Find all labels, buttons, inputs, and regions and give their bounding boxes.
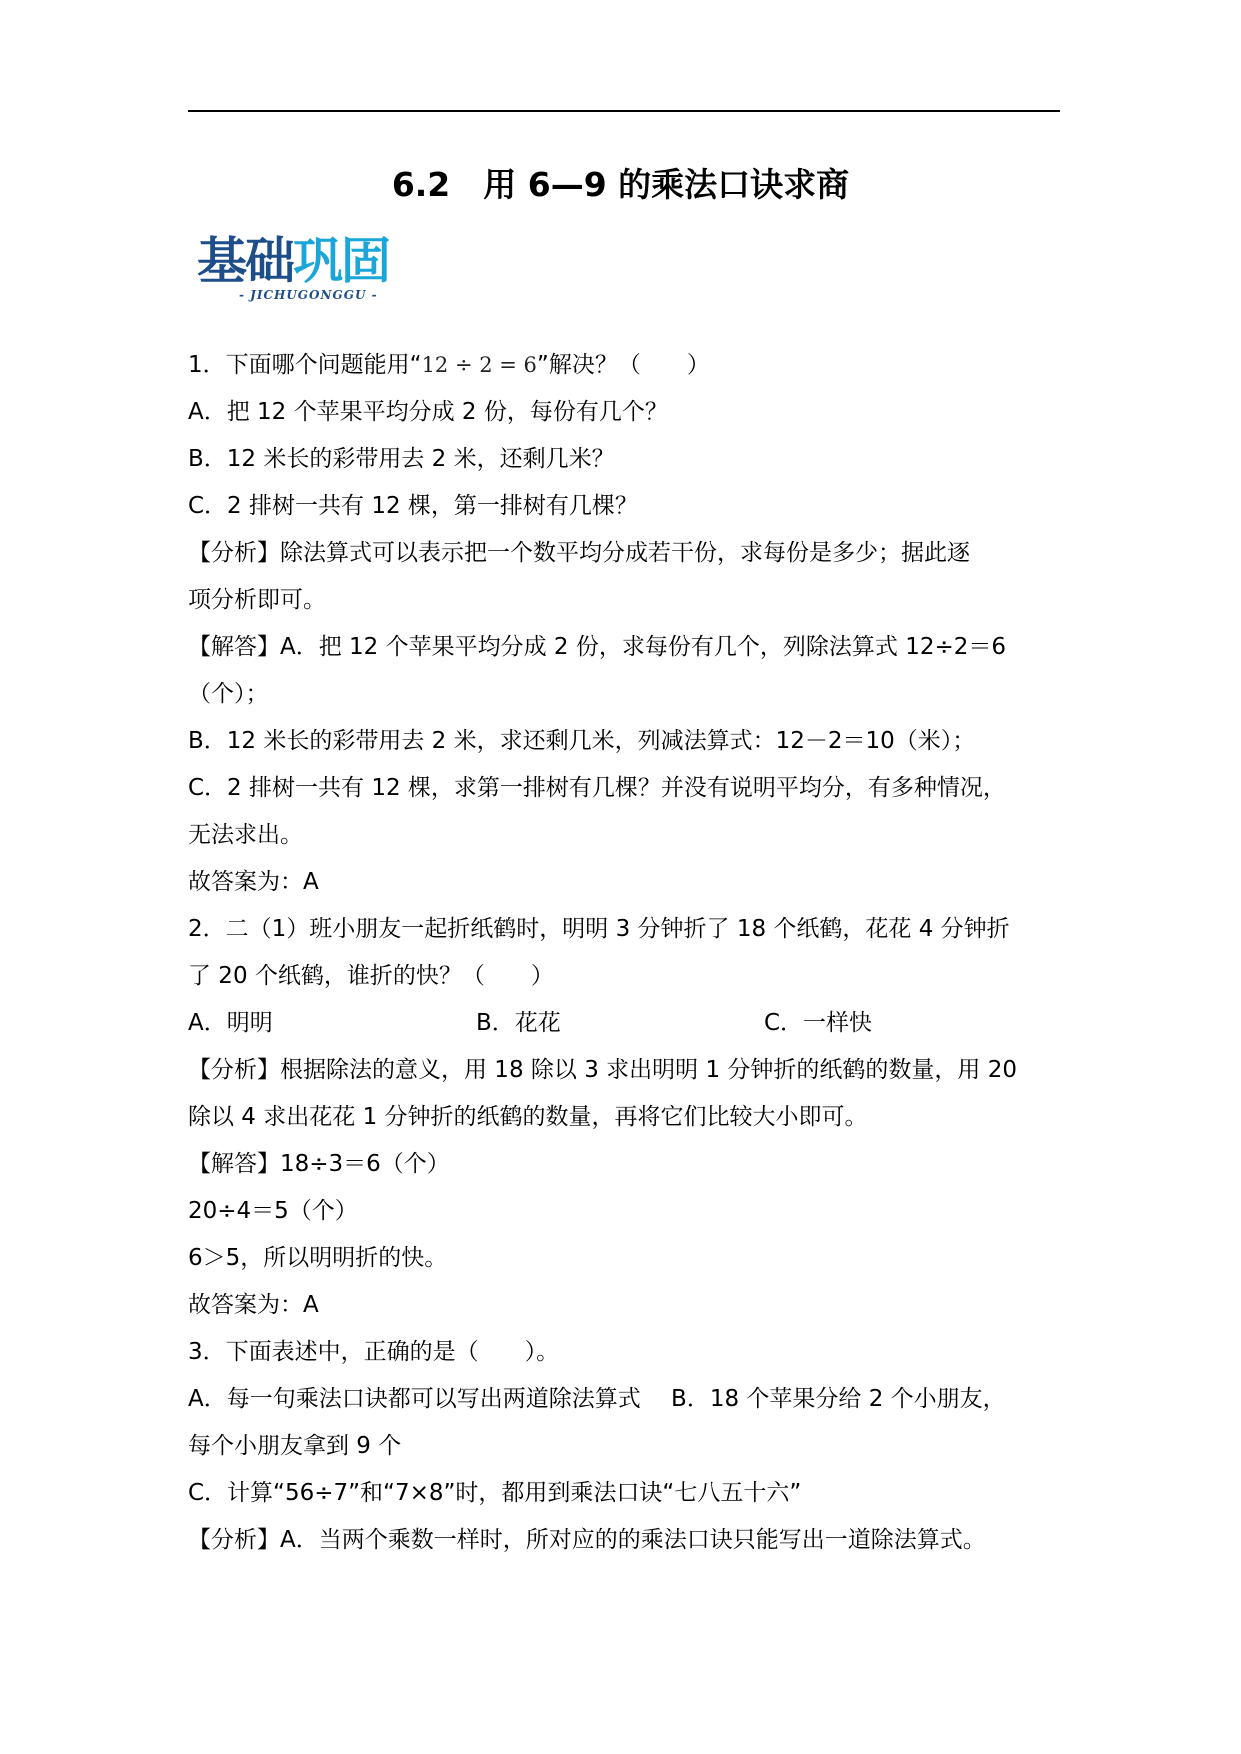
question-line: 2．二（1）班小朋友一起折纸鹤时，明明 3 分钟折了 18 个纸鹤，花花 4 分钟折 — [188, 916, 1010, 942]
solution-line: 【解答】A．把 12 个苹果平均分成 2 份，求每份有几个，列除法算式 12÷2＝6 — [188, 634, 1006, 660]
option-a: A．明明 — [188, 1010, 273, 1036]
option-line: C．2 排树一共有 12 棵，第一排树有几棵？ — [188, 493, 638, 519]
question-line: 了 20 个纸鹤，谁折的快？（ ） — [188, 963, 554, 989]
solution-line: B．12 米长的彩带用去 2 米，求还剩几米，列减法算式：12－2＝10（米）； — [188, 728, 976, 754]
solution-line: （个）； — [188, 681, 269, 707]
option-line: A．每一句乘法口诀都可以写出两道除法算式 B．18 个苹果分给 2 个小朋友， — [188, 1386, 1006, 1412]
option-line: C．计算“56÷7”和“7×8”时，都用到乘法口诀“七八五十六” — [188, 1480, 802, 1506]
solution-line: 6＞5，所以明明折的快。 — [188, 1245, 448, 1271]
header-rule — [188, 110, 1060, 112]
formula-image: 12 ÷ 2 = 6 — [421, 353, 537, 377]
analysis-line: 【分析】A．当两个乘数一样时，所对应的的乘法口诀只能写出一道除法算式。 — [188, 1527, 986, 1553]
solution-line: 无法求出。 — [188, 822, 303, 848]
option-line: A．把 12 个苹果平均分成 2 份，每份有几个？ — [188, 399, 668, 425]
page-title: 6.2 用 6—9 的乘法口诀求商 — [391, 165, 850, 204]
solution-line: C．2 排树一共有 12 棵，求第一排树有几棵？并没有说明平均分，有多种情况， — [188, 775, 1006, 801]
option-c: C．一样快 — [764, 1010, 873, 1036]
solution-line: 【解答】18÷3＝6（个） — [188, 1151, 450, 1177]
badge-sub-text: - JICHUGONGGU - — [239, 288, 378, 302]
answer-line: 故答案为：A — [188, 869, 319, 895]
analysis-line: 除以 4 求出花花 1 分钟折的纸鹤的数量，再将它们比较大小即可。 — [188, 1104, 868, 1130]
analysis-line: 【分析】除法算式可以表示把一个数平均分成若干份，求每份是多少；据此逐 — [188, 540, 970, 566]
question-line: 1．下面哪个问题能用“12 ÷ 2 = 6”解决？（ ） — [188, 352, 710, 378]
analysis-line: 项分析即可。 — [188, 587, 326, 613]
option-b: B．花花 — [476, 1010, 561, 1036]
solution-line: 20÷4＝5（个） — [188, 1198, 358, 1224]
question-line: 3．下面表述中，正确的是（ ）。 — [188, 1339, 560, 1365]
option-line: B．12 米长的彩带用去 2 米，还剩几米？ — [188, 446, 615, 472]
options-row — [188, 1000, 1068, 1047]
answer-line: 故答案为：A — [188, 1292, 319, 1318]
badge-main-text: 基础巩固 — [197, 232, 389, 290]
section-badge-logo — [197, 232, 417, 310]
option-line: 每个小朋友拿到 9 个 — [188, 1433, 402, 1459]
document-body — [188, 342, 1068, 1564]
analysis-line: 【分析】根据除法的意义，用 18 除以 3 求出明明 1 分钟折的纸鹤的数量，用 20 — [188, 1057, 1017, 1083]
